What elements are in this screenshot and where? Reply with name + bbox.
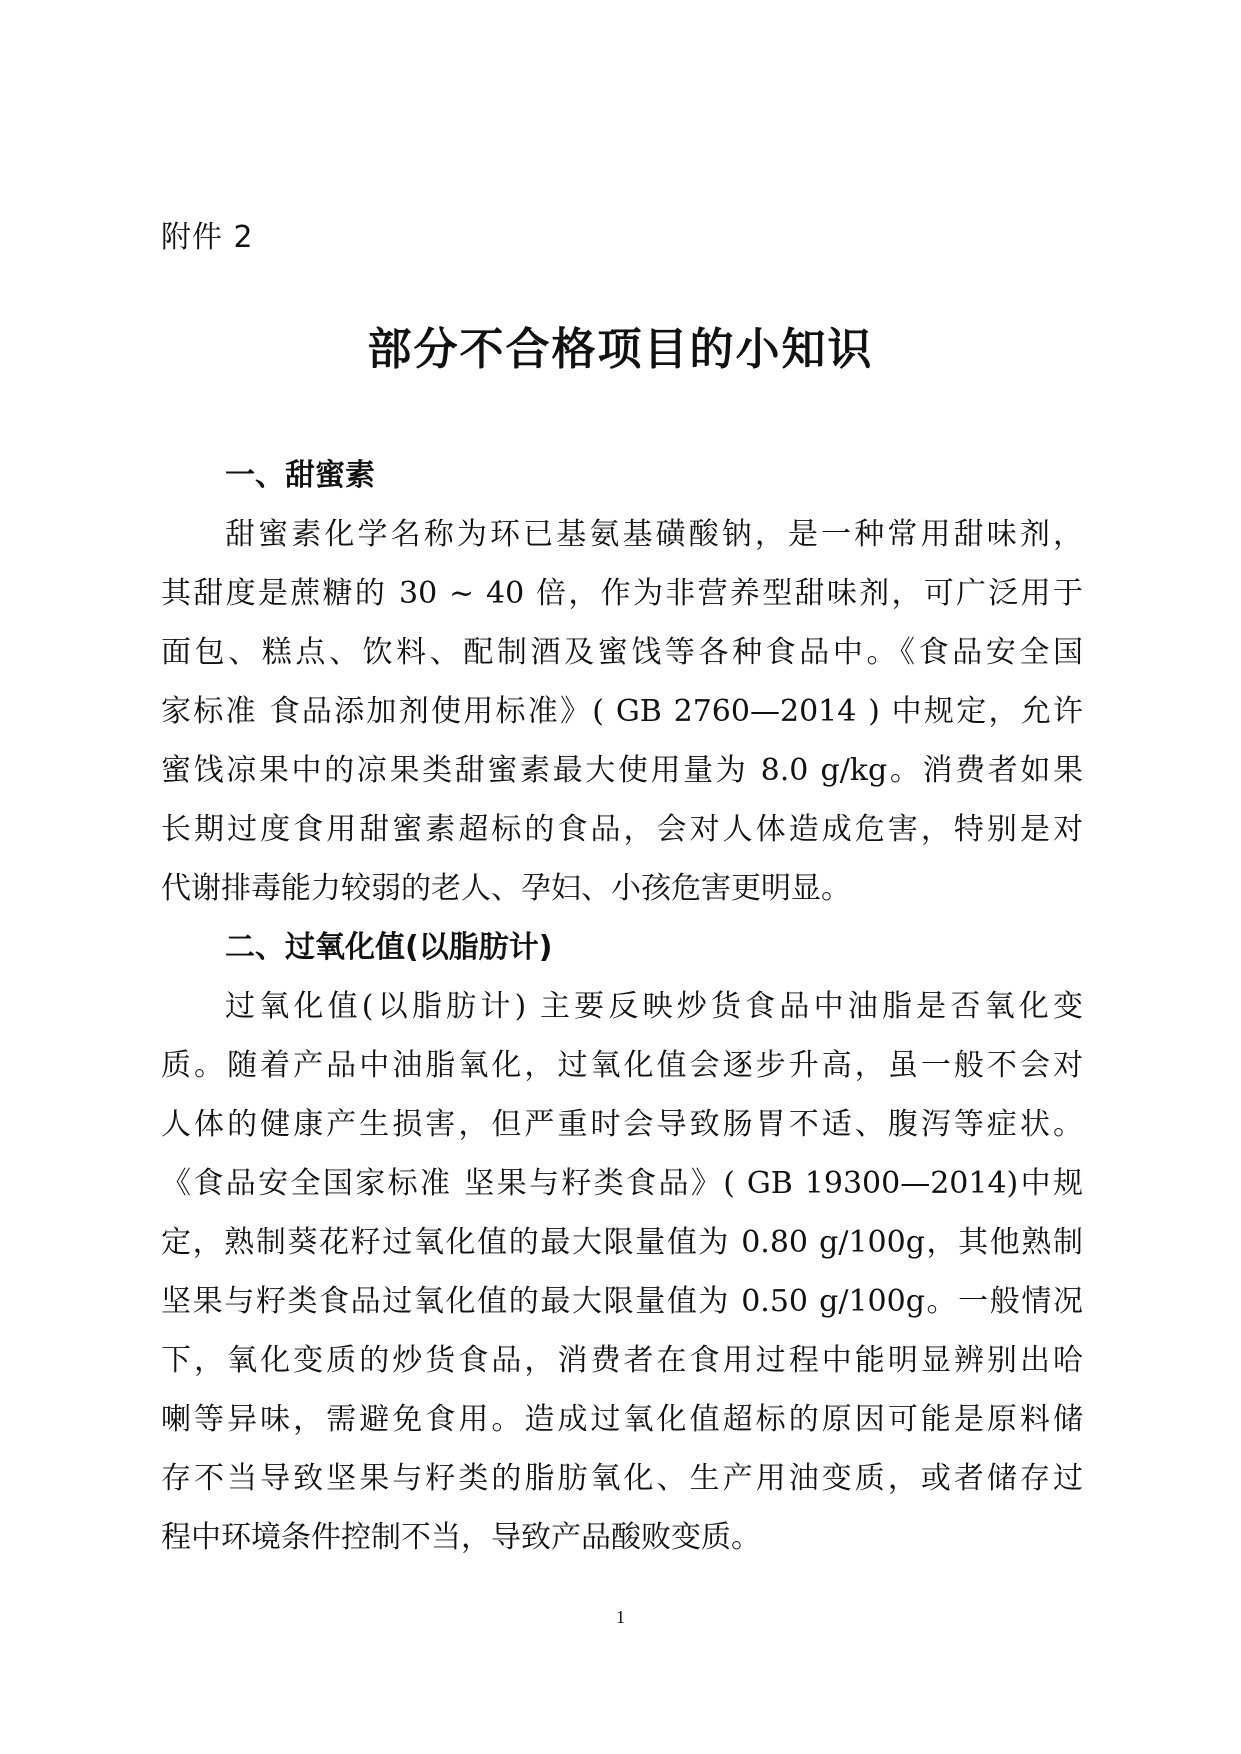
page-number: 1 — [616, 1607, 625, 1627]
paragraph-cyclamate — [161, 505, 1083, 918]
paragraph-line: 家标准 食品添加剂使用标准》( GB 2760—2014 ) 中规定，允许 — [161, 694, 1083, 729]
paragraph-line: 长期过度食用甜蜜素超标的食品，会对人体造成危害，特别是对 — [161, 812, 1083, 847]
paragraph-line: 程中环境条件控制不当，导致产品酸败变质。 — [161, 1520, 761, 1555]
paragraph-line: 代谢排毒能力较弱的老人、孕妇、小孩危害更明显。 — [161, 871, 851, 906]
paragraph-line: 坚果与籽类食品过氧化值的最大限量值为 0.50 g/100g。一般情况 — [161, 1284, 1083, 1319]
section-heading-cyclamate: 一、甜蜜素 — [225, 458, 375, 493]
paragraph-line: 定，熟制葵花籽过氧化值的最大限量值为 0.80 g/100g，其他熟制 — [161, 1225, 1083, 1260]
section-heading-peroxide-value: 二、过氧化值(以脂肪计) — [225, 930, 553, 965]
paragraph-line: 其甜度是蔗糖的 30 ~ 40 倍，作为非营养型甜味剂，可广泛用于 — [161, 576, 1083, 611]
document-title: 部分不合格项目的小知识 — [367, 324, 874, 375]
paragraph-peroxide-value — [161, 977, 1083, 1567]
paragraph-line: 面包、糕点、饮料、配制酒及蜜饯等各种食品中。《食品安全国 — [161, 635, 1083, 670]
paragraph-line: 过氧化值(以脂肪计) 主要反映炒货食品中油脂是否氧化变 — [225, 989, 1083, 1024]
paragraph-line: 下，氧化变质的炒货食品，消费者在食用过程中能明显辨别出哈 — [161, 1343, 1083, 1378]
paragraph-line: 蜜饯凉果中的凉果类甜蜜素最大使用量为 8.0 g/kg。消费者如果 — [161, 753, 1083, 788]
paragraph-line: 质。随着产品中油脂氧化，过氧化值会逐步升高，虽一般不会对 — [161, 1048, 1083, 1083]
paragraph-line: 人体的健康产生损害，但严重时会导致肠胃不适、腹泻等症状。 — [161, 1107, 1083, 1142]
attachment-label: 附件 2 — [161, 220, 254, 255]
paragraph-line: 存不当导致坚果与籽类的脂肪氧化、生产用油变质，或者储存过 — [161, 1461, 1083, 1496]
paragraph-line: 《食品安全国家标准 坚果与籽类食品》( GB 19300—2014)中规 — [161, 1166, 1083, 1201]
paragraph-line: 喇等异味，需避免食用。造成过氧化值超标的原因可能是原料储 — [161, 1402, 1083, 1437]
document-body — [161, 446, 1083, 1567]
paragraph-line: 甜蜜素化学名称为环已基氨基磺酸钠，是一种常用甜味剂， — [225, 517, 1083, 552]
